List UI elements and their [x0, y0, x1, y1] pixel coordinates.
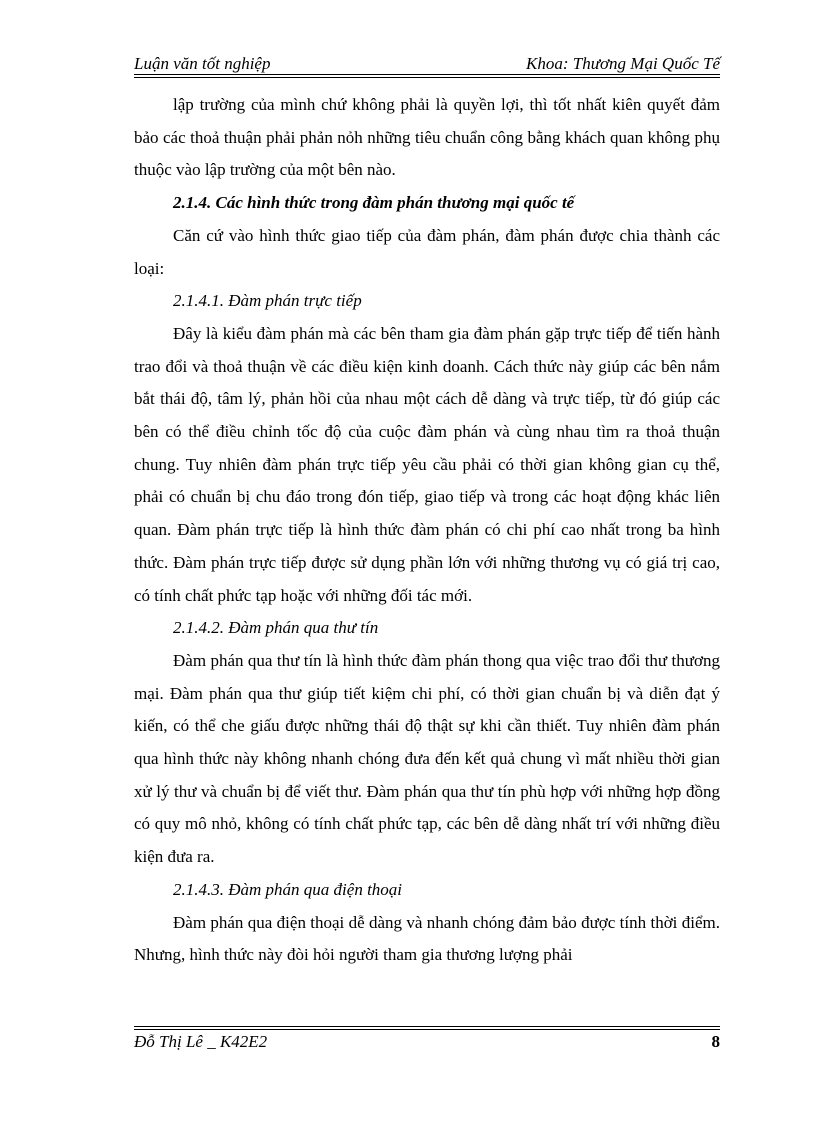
page-number: 8 [711, 1032, 720, 1051]
subsection-heading-2-1-4-2: 2.1.4.2. Đàm phán qua thư tín [173, 618, 379, 638]
paragraph-direct-negotiation: Đây là kiểu đàm phán mà các bên tham gia đàm phán gặp trực tiếp để tiến hành trao đổi và thoả thuận về các điều kiện kinh doanh. Cách thức này giúp các bên nắm bắt thái độ, tâm lý, phản hồi của nhau một cách dễ dàng và trực tiếp, từ đó giúp các bên có thể điều chỉnh tốc độ của cuộc đàm phán và cùng nhau tìm ra thoả thuận chung. Tuy nhiên đàm phán trực tiếp yêu cầu phải có thời gian không gian cụ thể, phải có chuẩn bị chu đáo trong đón tiếp, giao tiếp và trong các hoạt động khác liên quan. Đàm phán trực tiếp là hình thức đàm phán có chi phí cao nhất trong ba hình thức. Đàm phán trực tiếp được sử dụng phần lớn với những thương vụ có giá trị cao, có tính chất phức tạp hoặc với những đối tác mới. [134, 323, 720, 605]
header-faculty: Khoa: Thương Mại Quốc Tế [525, 54, 720, 73]
footer-author: Đỗ Thị Lê _ K42E2 [134, 1032, 268, 1051]
page-footer [134, 1032, 720, 1052]
paragraph-continuation: lập trường của mình chứ không phải là quyền lợi, thì tốt nhất kiên quyết đảm bảo các thoả thuận phải phản nỏh những tiêu chuẩn công bằng khách quan không phụ thuộc vào lập trường của một bên nào. [134, 95, 720, 180]
page-header [134, 48, 720, 74]
subsection-heading-2-1-4-3: 2.1.4.3. Đàm phán qua điện thoại [173, 879, 403, 899]
header-divider [134, 74, 720, 78]
header-thesis-title: Luận văn tốt nghiệp [134, 54, 271, 73]
paragraph-phone-negotiation: Đàm phán qua điện thoại dễ dàng và nhanh chóng đảm bảo được tính thời điểm. Nhưng, hình thức này đòi hỏi người tham gia thương lượng phải [134, 912, 720, 965]
paragraph-intro: Căn cứ vào hình thức giao tiếp của đàm phán, đàm phán được chia thành các loại: [134, 225, 720, 278]
section-heading-2-1-4: 2.1.4. Các hình thức trong đàm phán thương mại quốc tế [173, 193, 575, 213]
footer-divider [134, 1026, 720, 1030]
document-body [134, 89, 720, 972]
paragraph-letter-negotiation: Đàm phán qua thư tín là hình thức đàm phán thong qua việc trao đổi thư thương mại. Đàm phán qua thư giúp tiết kiệm chi phí, có thời gian chuẩn bị và diễn đạt ý kiến, có thể che giấu được những thái độ thật sự khi cần thiết. Tuy nhiên đàm phán qua hình thức này không nhanh chóng đưa đến kết quả chung vì mất nhiều thời gian xử lý thư và chuẩn bị để viết thư. Đàm phán qua thư tín phù hợp với những hợp đồng có quy mô nhỏ, không có tính chất phức tạp, các bên dễ dàng nhất trí với những điều kiện đưa ra. [134, 650, 720, 867]
subsection-heading-2-1-4-1: 2.1.4.1. Đàm phán trực tiếp [173, 291, 362, 311]
